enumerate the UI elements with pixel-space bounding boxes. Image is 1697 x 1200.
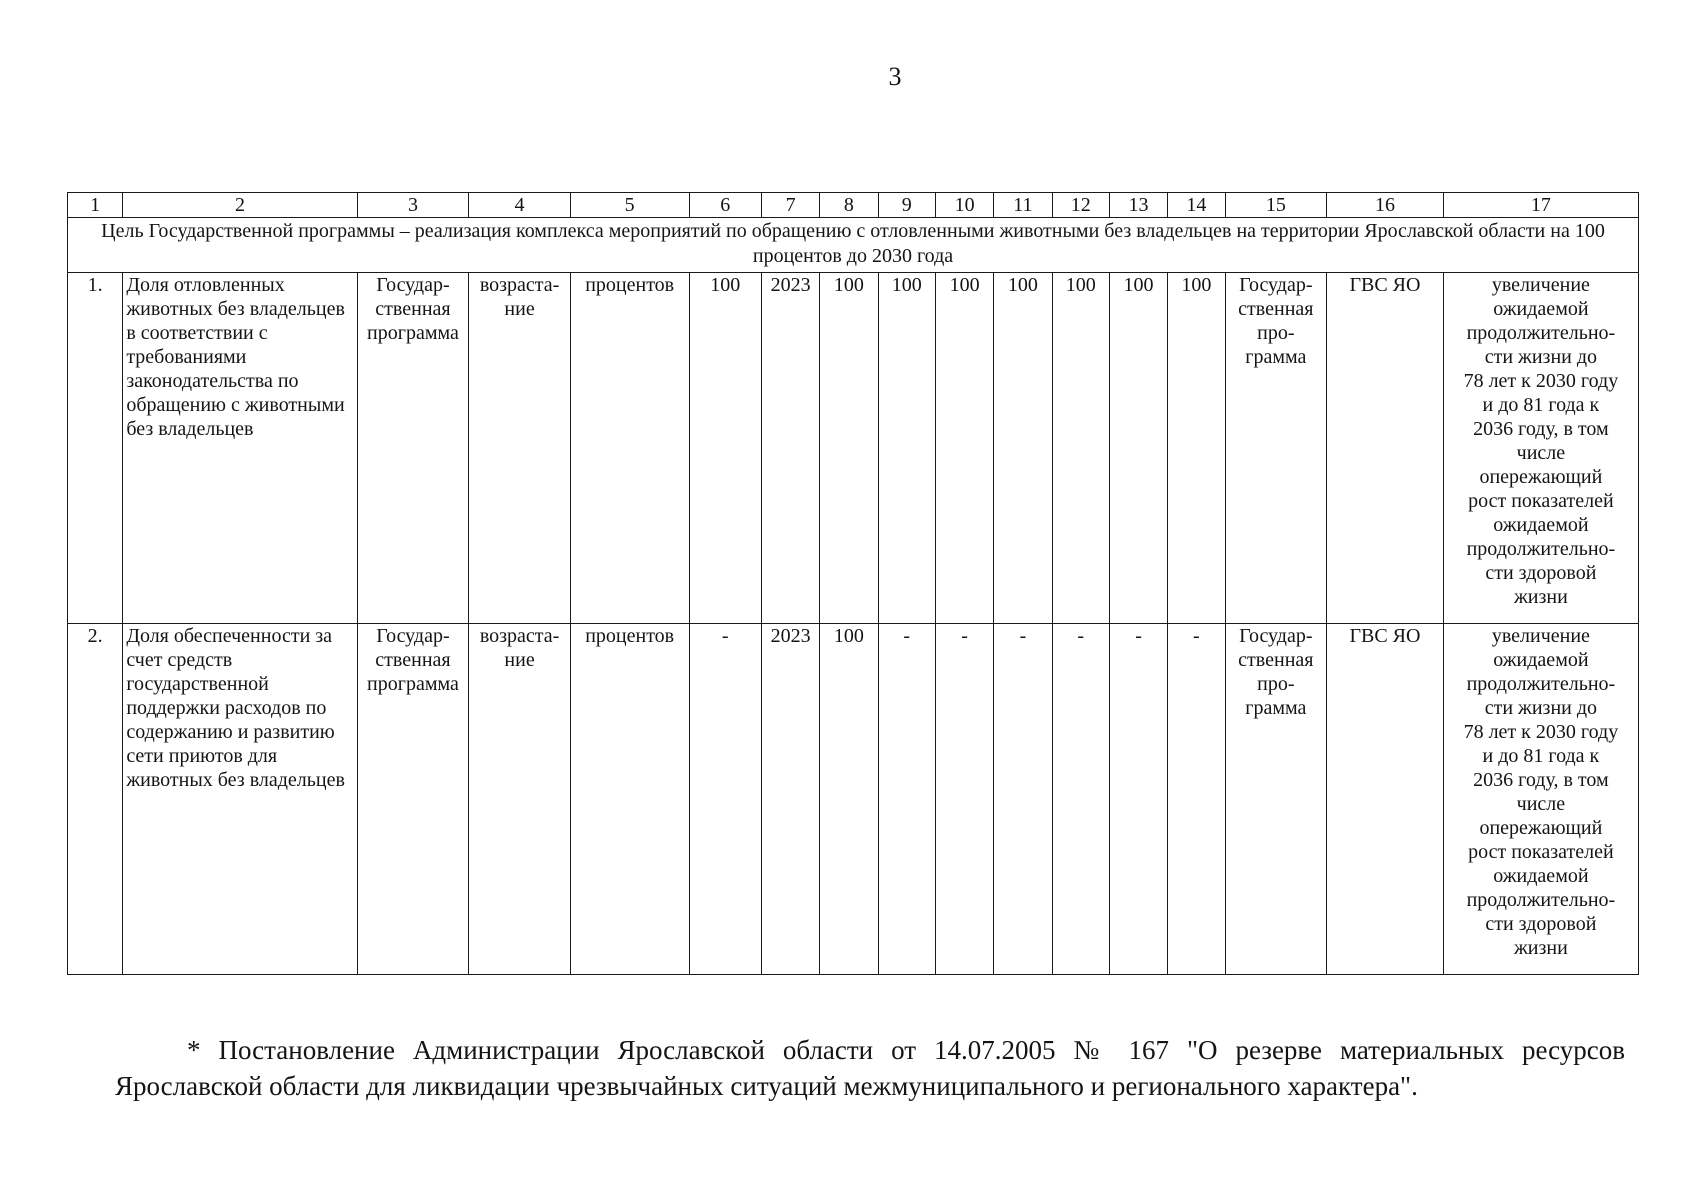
- header-cell: 7: [761, 193, 819, 218]
- value-cell: -: [994, 624, 1052, 975]
- link-line: ожидаемой: [1493, 514, 1589, 536]
- document-cell: [1225, 273, 1327, 624]
- header-cell: 4: [469, 193, 571, 218]
- link-line: ожидаемой: [1493, 298, 1589, 320]
- link-cell: [1443, 273, 1638, 624]
- value-cell: 100: [820, 624, 878, 975]
- value-cell: -: [935, 624, 993, 975]
- value-cell: 100: [1109, 273, 1167, 624]
- link-line: 78 лет к 2030 году: [1463, 370, 1619, 392]
- header-cell: 3: [357, 193, 469, 218]
- doc-line: про-: [1257, 673, 1295, 695]
- header-cell: 2: [123, 193, 357, 218]
- link-line: 2036 году, в том: [1473, 418, 1609, 440]
- indicators-table: [67, 192, 1639, 975]
- value-cell: -: [878, 624, 935, 975]
- link-line: рост показателей: [1468, 490, 1614, 512]
- header-row: [68, 193, 1639, 218]
- header-cell: 11: [994, 193, 1052, 218]
- header-cell: 15: [1225, 193, 1327, 218]
- row-number: 1.: [68, 273, 123, 624]
- level-line: ственная: [375, 298, 451, 320]
- link-line: сти жизни до: [1484, 346, 1598, 368]
- header-cell: 9: [878, 193, 935, 218]
- trend-line: ние: [504, 649, 535, 671]
- value-cell: -: [1168, 624, 1225, 975]
- responsible-cell: ГВС ЯО: [1327, 273, 1444, 624]
- value-cell: 100: [1168, 273, 1225, 624]
- link-line: жизни: [1513, 937, 1568, 959]
- indicator-name: Доля отловленных животных без владельцев в соответствии с требованиями законодательства по обращению с животными без владельцев: [123, 273, 357, 624]
- link-line: числе: [1516, 442, 1566, 464]
- footnote: * Постановление Администрации Ярославской области от 14.07.2005 № 167 "О резерве материальных ресурсов Ярославской области для ликвидации чрезвычайных ситуаций межмуниципального и регионального характера".: [115, 1035, 1625, 1101]
- goal-text: Цель Государственной программы – реализация комплекса мероприятий по обращению с отловленными животными без владельцев на территории Ярославской области на 100 процентов до 2030 года: [68, 218, 1639, 273]
- value-cell: -: [1052, 624, 1109, 975]
- header-cell: 13: [1109, 193, 1167, 218]
- indicator-trend: [469, 273, 571, 624]
- header-cell: 10: [935, 193, 993, 218]
- value-cell: -: [1109, 624, 1167, 975]
- link-line: ожидаемой: [1493, 865, 1589, 887]
- doc-line: грамма: [1245, 346, 1307, 368]
- value-cell: 100: [689, 273, 761, 624]
- link-line: опережающий: [1479, 817, 1603, 839]
- level-line: программа: [367, 673, 459, 695]
- value-cell: 100: [994, 273, 1052, 624]
- doc-line: ственная: [1238, 649, 1314, 671]
- value-cell: 100: [820, 273, 878, 624]
- link-line: увеличение: [1491, 274, 1590, 296]
- link-line: продолжительно-: [1466, 538, 1616, 560]
- doc-line: ственная: [1238, 298, 1314, 320]
- link-line: продолжительно-: [1466, 322, 1616, 344]
- trend-line: ние: [504, 298, 535, 320]
- level-line: Государ-: [376, 625, 450, 647]
- link-line: ожидаемой: [1493, 649, 1589, 671]
- level-line: программа: [367, 322, 459, 344]
- document-cell: [1225, 624, 1327, 975]
- value-cell: 100: [878, 273, 935, 624]
- link-line: числе: [1516, 793, 1566, 815]
- link-line: и до 81 года к: [1482, 394, 1600, 416]
- link-line: жизни: [1513, 586, 1568, 608]
- unit-cell: процентов: [570, 273, 689, 624]
- goal-row: [68, 218, 1639, 273]
- page-number: 3: [888, 62, 902, 91]
- header-cell: 8: [820, 193, 878, 218]
- level-line: ственная: [375, 649, 451, 671]
- header-cell: 5: [570, 193, 689, 218]
- row-number: 2.: [68, 624, 123, 975]
- link-line: опережающий: [1479, 466, 1603, 488]
- link-line: продолжительно-: [1466, 889, 1616, 911]
- unit-cell: процентов: [570, 624, 689, 975]
- indicator-name: Доля обеспеченности за счет средств государственной поддержки расходов по содержанию и развитию сети приютов для животных без владельцев: [123, 624, 357, 975]
- responsible-cell: ГВС ЯО: [1327, 624, 1444, 975]
- header-cell: 12: [1052, 193, 1109, 218]
- link-line: и до 81 года к: [1482, 745, 1600, 767]
- link-line: сти здоровой: [1485, 913, 1597, 935]
- indicator-level: [357, 273, 469, 624]
- doc-line: грамма: [1245, 697, 1307, 719]
- doc-line: Государ-: [1239, 625, 1313, 647]
- header-cell: 17: [1443, 193, 1638, 218]
- header-cell: 14: [1168, 193, 1225, 218]
- level-line: Государ-: [376, 274, 450, 296]
- table-row: [68, 273, 1639, 624]
- link-line: рост показателей: [1468, 841, 1614, 863]
- value-cell: 100: [1052, 273, 1109, 624]
- link-line: увеличение: [1491, 625, 1590, 647]
- header-cell: 1: [68, 193, 123, 218]
- header-cell: 6: [689, 193, 761, 218]
- trend-line: возраста-: [479, 274, 560, 296]
- link-line: сти жизни до: [1484, 697, 1598, 719]
- value-cell: 2023: [761, 273, 819, 624]
- value-cell: 100: [935, 273, 993, 624]
- indicator-level: [357, 624, 469, 975]
- link-line: продолжительно-: [1466, 673, 1616, 695]
- link-line: 78 лет к 2030 году: [1463, 721, 1619, 743]
- link-line: 2036 году, в том: [1473, 769, 1609, 791]
- doc-line: про-: [1257, 322, 1295, 344]
- indicator-trend: [469, 624, 571, 975]
- value-cell: 2023: [761, 624, 819, 975]
- header-cell: 16: [1327, 193, 1444, 218]
- link-cell: [1443, 624, 1638, 975]
- table-row: [68, 624, 1639, 975]
- link-line: сти здоровой: [1485, 562, 1597, 584]
- trend-line: возраста-: [479, 625, 560, 647]
- doc-line: Государ-: [1239, 274, 1313, 296]
- value-cell: -: [689, 624, 761, 975]
